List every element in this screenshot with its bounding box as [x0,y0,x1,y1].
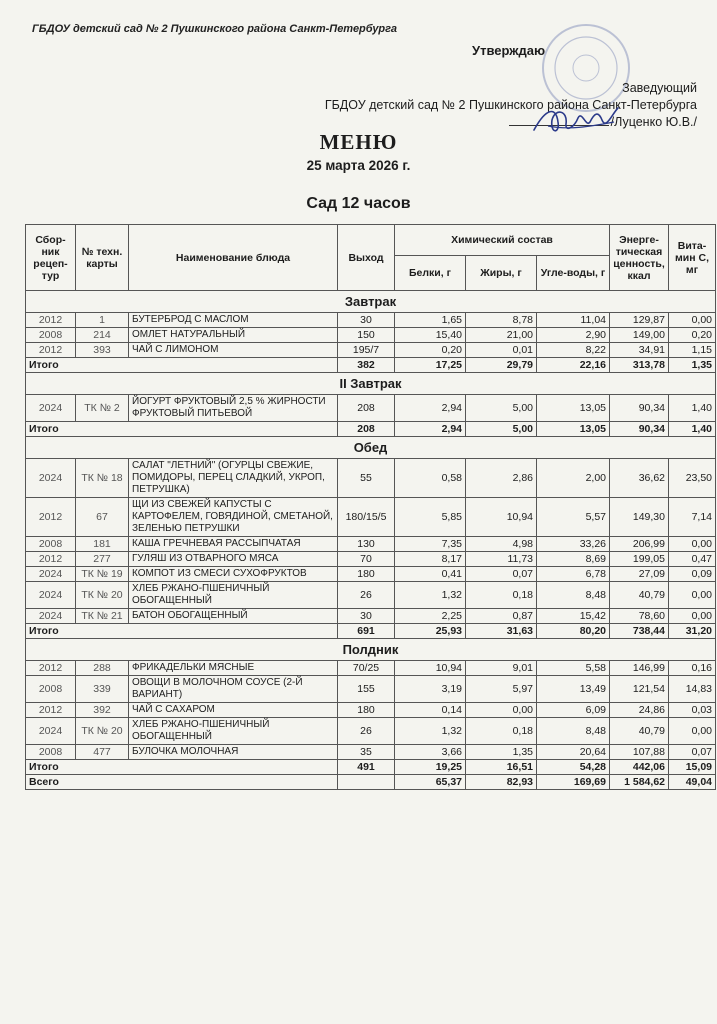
cell-year: 2024 [26,459,76,498]
cell-year: 2024 [26,718,76,745]
table-row [26,395,716,422]
grand-total-label: Всего [26,775,338,790]
cell-out: 130 [338,537,395,552]
cell-year: 2012 [26,703,76,718]
table-row [26,582,716,609]
total-c: 22,16 [537,358,610,373]
section-header-row [26,373,716,395]
cell-c: 33,26 [537,537,610,552]
approve-position: Заведующий [622,81,697,95]
cell-p: 7,35 [395,537,466,552]
grand-total-f: 82,93 [466,775,537,790]
cell-e: 40,79 [610,718,669,745]
table-row [26,328,716,343]
cell-c: 8,48 [537,582,610,609]
cell-f: 4,98 [466,537,537,552]
cell-out: 150 [338,328,395,343]
cell-out: 70/25 [338,661,395,676]
total-v: 1,35 [669,358,716,373]
cell-v: 0,00 [669,313,716,328]
cell-card: 339 [76,676,129,703]
total-v: 15,09 [669,760,716,775]
cell-e: 149,00 [610,328,669,343]
total-p: 19,25 [395,760,466,775]
cell-f: 11,73 [466,552,537,567]
total-out: 491 [338,760,395,775]
cell-out: 26 [338,582,395,609]
cell-year: 2012 [26,313,76,328]
cell-p: 0,14 [395,703,466,718]
cell-year: 2008 [26,328,76,343]
total-label: Итого [26,422,338,437]
cell-f: 21,00 [466,328,537,343]
cell-p: 1,32 [395,718,466,745]
cell-p: 1,32 [395,582,466,609]
cell-e: 27,09 [610,567,669,582]
cell-name: КАША ГРЕЧНЕВАЯ РАССЫПЧАТАЯ [129,537,338,552]
menu-table [25,224,716,790]
grand-total-e: 1 584,62 [610,775,669,790]
total-e: 90,34 [610,422,669,437]
cell-out: 180 [338,567,395,582]
cell-f: 0,18 [466,718,537,745]
total-row [26,422,716,437]
cell-year: 2008 [26,676,76,703]
cell-e: 36,62 [610,459,669,498]
cell-e: 90,34 [610,395,669,422]
cell-p: 5,85 [395,498,466,537]
total-p: 2,94 [395,422,466,437]
cell-year: 2012 [26,343,76,358]
total-row [26,358,716,373]
cell-year: 2012 [26,498,76,537]
cell-card: 477 [76,745,129,760]
total-label: Итого [26,624,338,639]
header-energy: Энерге-тическая ценность, ккал [610,225,669,291]
cell-card: 1 [76,313,129,328]
table-row [26,552,716,567]
cell-name: ЧАЙ С ЛИМОНОМ [129,343,338,358]
cell-card: 214 [76,328,129,343]
cell-out: 180 [338,703,395,718]
total-f: 29,79 [466,358,537,373]
cell-f: 0,01 [466,343,537,358]
table-row [26,703,716,718]
cell-p: 1,65 [395,313,466,328]
section-title: Полдник [26,639,716,661]
total-e: 738,44 [610,624,669,639]
total-v: 1,40 [669,422,716,437]
cell-f: 0,18 [466,582,537,609]
cell-c: 8,48 [537,718,610,745]
table-row [26,459,716,498]
cell-v: 0,00 [669,718,716,745]
cell-name: ЙОГУРТ ФРУКТОВЫЙ 2,5 % ЖИРНОСТИ ФРУКТОВЫЙ ПИТЬЕВОЙ [129,395,338,422]
cell-name: ЩИ ИЗ СВЕЖЕЙ КАПУСТЫ С КАРТОФЕЛЕМ, ГОВЯДИНОЙ, СМЕТАНОЙ, ЗЕЛЕНЬЮ ПЕТРУШКИ [129,498,338,537]
cell-name: БУТЕРБРОД С МАСЛОМ [129,313,338,328]
cell-name: БУЛОЧКА МОЛОЧНАЯ [129,745,338,760]
cell-e: 34,91 [610,343,669,358]
total-out: 691 [338,624,395,639]
cell-f: 8,78 [466,313,537,328]
cell-year: 2024 [26,395,76,422]
cell-p: 0,58 [395,459,466,498]
cell-name: САЛАТ "ЛЕТНИЙ" (ОГУРЦЫ СВЕЖИЕ, ПОМИДОРЫ, ПЕРЕЦ СЛАДКИЙ, УКРОП, ПЕТРУШКА) [129,459,338,498]
total-c: 54,28 [537,760,610,775]
cell-c: 11,04 [537,313,610,328]
cell-v: 0,47 [669,552,716,567]
cell-out: 208 [338,395,395,422]
cell-name: ОВОЩИ В МОЛОЧНОМ СОУСЕ (2-Й ВАРИАНТ) [129,676,338,703]
header-fats: Жиры, г [466,256,537,291]
cell-year: 2024 [26,609,76,624]
cell-out: 155 [338,676,395,703]
cell-c: 6,78 [537,567,610,582]
cell-p: 3,19 [395,676,466,703]
cell-year: 2012 [26,661,76,676]
cell-c: 5,57 [537,498,610,537]
cell-year: 2024 [26,567,76,582]
approve-title: Утверждаю [472,43,546,58]
cell-f: 9,01 [466,661,537,676]
cell-e: 121,54 [610,676,669,703]
cell-v: 0,09 [669,567,716,582]
cell-v: 1,15 [669,343,716,358]
signature-line [325,114,697,131]
grand-total-p: 65,37 [395,775,466,790]
cell-c: 5,58 [537,661,610,676]
table-row [26,745,716,760]
cell-card: ТК № 20 [76,718,129,745]
cell-name: ГУЛЯШ ИЗ ОТВАРНОГО МЯСА [129,552,338,567]
cell-e: 107,88 [610,745,669,760]
cell-name: КОМПОТ ИЗ СМЕСИ СУХОФРУКТОВ [129,567,338,582]
cell-p: 0,41 [395,567,466,582]
cell-e: 206,99 [610,537,669,552]
cell-out: 195/7 [338,343,395,358]
cell-year: 2024 [26,582,76,609]
table-row [26,609,716,624]
cell-c: 20,64 [537,745,610,760]
cell-p: 2,94 [395,395,466,422]
cell-name: БАТОН ОБОГАЩЕННЫЙ [129,609,338,624]
total-row [26,624,716,639]
cell-out: 30 [338,609,395,624]
cell-c: 8,69 [537,552,610,567]
cell-e: 78,60 [610,609,669,624]
cell-p: 15,40 [395,328,466,343]
total-f: 31,63 [466,624,537,639]
cell-card: 288 [76,661,129,676]
cell-v: 0,16 [669,661,716,676]
cell-year: 2012 [26,552,76,567]
group-subtitle: Сад 12 часов [306,195,411,212]
cell-e: 40,79 [610,582,669,609]
cell-e: 149,30 [610,498,669,537]
cell-f: 1,35 [466,745,537,760]
cell-out: 26 [338,718,395,745]
cell-card: 67 [76,498,129,537]
cell-p: 2,25 [395,609,466,624]
cell-year: 2008 [26,745,76,760]
cell-e: 129,87 [610,313,669,328]
table-row [26,343,716,358]
cell-out: 70 [338,552,395,567]
cell-v: 23,50 [669,459,716,498]
header-carbs: Угле-воды, г [537,256,610,291]
header-chem: Химический состав [395,225,610,256]
total-e: 442,06 [610,760,669,775]
cell-name: ОМЛЕТ НАТУРАЛЬНЫЙ [129,328,338,343]
cell-c: 6,09 [537,703,610,718]
cell-v: 1,40 [669,395,716,422]
cell-p: 10,94 [395,661,466,676]
section-header-row [26,437,716,459]
table-row [26,567,716,582]
total-out: 208 [338,422,395,437]
cell-card: 277 [76,552,129,567]
org-header: ГБДОУ детский сад № 2 Пушкинского района Санкт-Петербурга [32,23,397,35]
grand-total-v: 49,04 [669,775,716,790]
grand-total-row [26,775,716,790]
cell-card: 393 [76,343,129,358]
cell-v: 0,00 [669,537,716,552]
table-row [26,661,716,676]
cell-f: 5,00 [466,395,537,422]
approve-org: ГБДОУ детский сад № 2 Пушкинского района Санкт-Петербурга [324,98,697,112]
cell-v: 0,03 [669,703,716,718]
cell-card: ТК № 2 [76,395,129,422]
section-header-row [26,639,716,661]
cell-e: 199,05 [610,552,669,567]
cell-v: 7,14 [669,498,716,537]
cell-f: 0,00 [466,703,537,718]
total-c: 80,20 [537,624,610,639]
header-vitamin: Вита-мин С, мг [669,225,716,291]
cell-card: ТК № 18 [76,459,129,498]
total-label: Итого [26,358,338,373]
cell-card: 392 [76,703,129,718]
approve-block [325,80,697,131]
page-title: МЕНЮ [319,130,398,154]
cell-c: 2,00 [537,459,610,498]
menu-date: 25 марта 2026 г. [306,158,411,173]
table-row [26,676,716,703]
cell-f: 0,07 [466,567,537,582]
section-title: II Завтрак [26,373,716,395]
header-card: № техн. карты [76,225,129,291]
section-title: Обед [26,437,716,459]
cell-c: 13,05 [537,395,610,422]
cell-c: 13,49 [537,676,610,703]
cell-c: 8,22 [537,343,610,358]
section-header-row [26,291,716,313]
header-dish: Наименование блюда [129,225,338,291]
cell-v: 0,00 [669,609,716,624]
table-row [26,718,716,745]
cell-card: ТК № 21 [76,609,129,624]
section-title: Завтрак [26,291,716,313]
cell-year: 2008 [26,537,76,552]
cell-p: 8,17 [395,552,466,567]
cell-c: 2,90 [537,328,610,343]
cell-name: ФРИКАДЕЛЬКИ МЯСНЫЕ [129,661,338,676]
cell-e: 146,99 [610,661,669,676]
cell-v: 14,83 [669,676,716,703]
total-f: 16,51 [466,760,537,775]
cell-p: 0,20 [395,343,466,358]
header-proteins: Белки, г [395,256,466,291]
table-row [26,537,716,552]
cell-f: 5,97 [466,676,537,703]
total-f: 5,00 [466,422,537,437]
total-c: 13,05 [537,422,610,437]
total-p: 25,93 [395,624,466,639]
total-out: 382 [338,358,395,373]
cell-p: 3,66 [395,745,466,760]
cell-out: 35 [338,745,395,760]
cell-v: 0,20 [669,328,716,343]
cell-card: 181 [76,537,129,552]
cell-name: ХЛЕБ РЖАНО-ПШЕНИЧНЫЙ ОБОГАЩЕННЫЙ [129,582,338,609]
total-p: 17,25 [395,358,466,373]
grand-total-out [338,775,395,790]
cell-f: 10,94 [466,498,537,537]
table-row [26,498,716,537]
approve-name: /Луценко Ю.В./ [610,115,697,129]
header-collection: Сбор-ник рецеп-тур [26,225,76,291]
cell-v: 0,00 [669,582,716,609]
cell-v: 0,07 [669,745,716,760]
total-label: Итого [26,760,338,775]
total-v: 31,20 [669,624,716,639]
total-row [26,760,716,775]
total-e: 313,78 [610,358,669,373]
cell-c: 15,42 [537,609,610,624]
cell-out: 55 [338,459,395,498]
cell-name: ЧАЙ С САХАРОМ [129,703,338,718]
cell-card: ТК № 20 [76,582,129,609]
cell-out: 180/15/5 [338,498,395,537]
grand-total-c: 169,69 [537,775,610,790]
menu-table-body [26,291,716,790]
cell-out: 30 [338,313,395,328]
cell-name: ХЛЕБ РЖАНО-ПШЕНИЧНЫЙ ОБОГАЩЕННЫЙ [129,718,338,745]
cell-f: 2,86 [466,459,537,498]
cell-f: 0,87 [466,609,537,624]
cell-card: ТК № 19 [76,567,129,582]
table-row [26,313,716,328]
header-output: Выход [338,225,395,291]
cell-e: 24,86 [610,703,669,718]
